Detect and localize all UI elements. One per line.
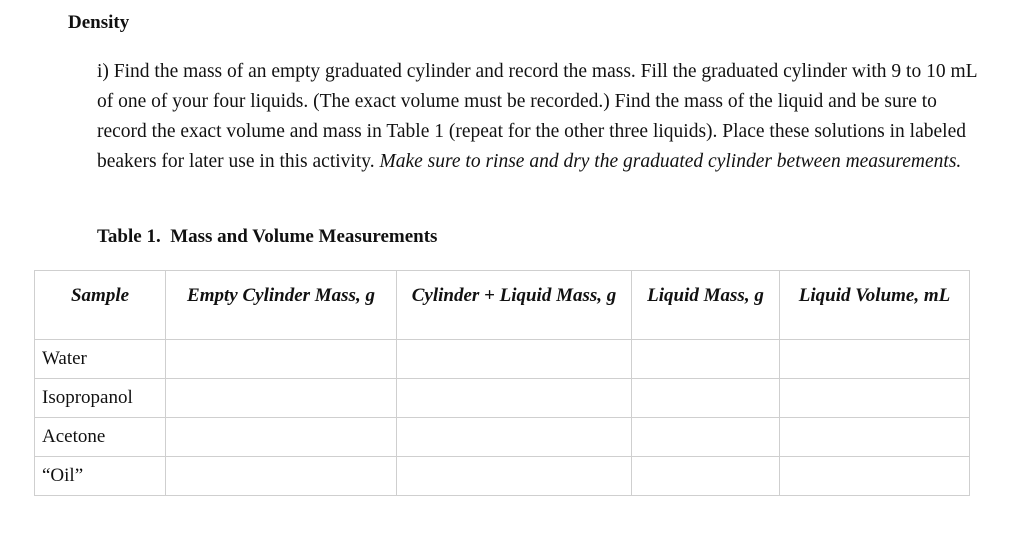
cylinder-liquid-mass-cell: [397, 418, 632, 457]
column-header-liquid-volume: Liquid Volume, mL: [780, 271, 970, 340]
cylinder-liquid-mass-cell: [397, 379, 632, 418]
column-header-liquid-mass: Liquid Mass, g: [632, 271, 780, 340]
column-header-cylinder-liquid-mass: Cylinder + Liquid Mass, g: [397, 271, 632, 340]
empty-cylinder-mass-cell: [166, 457, 397, 496]
table-row: [35, 340, 970, 379]
instructions-text: [97, 57, 987, 177]
cylinder-liquid-mass-cell: [397, 457, 632, 496]
table-header-row: [35, 271, 970, 340]
liquid-volume-cell: [780, 340, 970, 379]
liquid-mass-cell: [632, 340, 780, 379]
table-row: [35, 379, 970, 418]
column-header-empty-cylinder-mass: Empty Cylinder Mass, g: [166, 271, 397, 340]
sample-name: Acetone: [35, 418, 166, 457]
column-header-sample: Sample: [35, 271, 166, 340]
cylinder-liquid-mass-cell: [397, 340, 632, 379]
sample-name: Water: [35, 340, 166, 379]
sample-name: “Oil”: [35, 457, 166, 496]
empty-cylinder-mass-cell: [166, 379, 397, 418]
empty-cylinder-mass-cell: [166, 340, 397, 379]
table-row: [35, 457, 970, 496]
instructions-lead: i) Find the mass of an empty graduated cylinder and record the mass. Fill the graduated cylinder with 9 to 10 mL of one of your four liquids. (The exact volume must be recorded.) Find the mass of the liquid and be sure to record the exact volume and mass in Table 1 (repeat for the other three liquids). Place these solutions in labeled beakers for later use in this activity.: [97, 61, 977, 172]
liquid-volume-cell: [780, 418, 970, 457]
empty-cylinder-mass-cell: [166, 418, 397, 457]
liquid-volume-cell: [780, 379, 970, 418]
table-row: [35, 418, 970, 457]
document-title: Density: [68, 12, 130, 33]
table-caption: Table 1. Mass and Volume Measurements: [97, 226, 438, 247]
liquid-mass-cell: [632, 457, 780, 496]
instructions-emphasis: Make sure to rinse and dry the graduated cylinder between measurements.: [379, 151, 962, 172]
measurements-table: [34, 270, 970, 496]
liquid-mass-cell: [632, 418, 780, 457]
liquid-mass-cell: [632, 379, 780, 418]
instructions-paragraph: [97, 57, 987, 177]
sample-name: Isopropanol: [35, 379, 166, 418]
liquid-volume-cell: [780, 457, 970, 496]
